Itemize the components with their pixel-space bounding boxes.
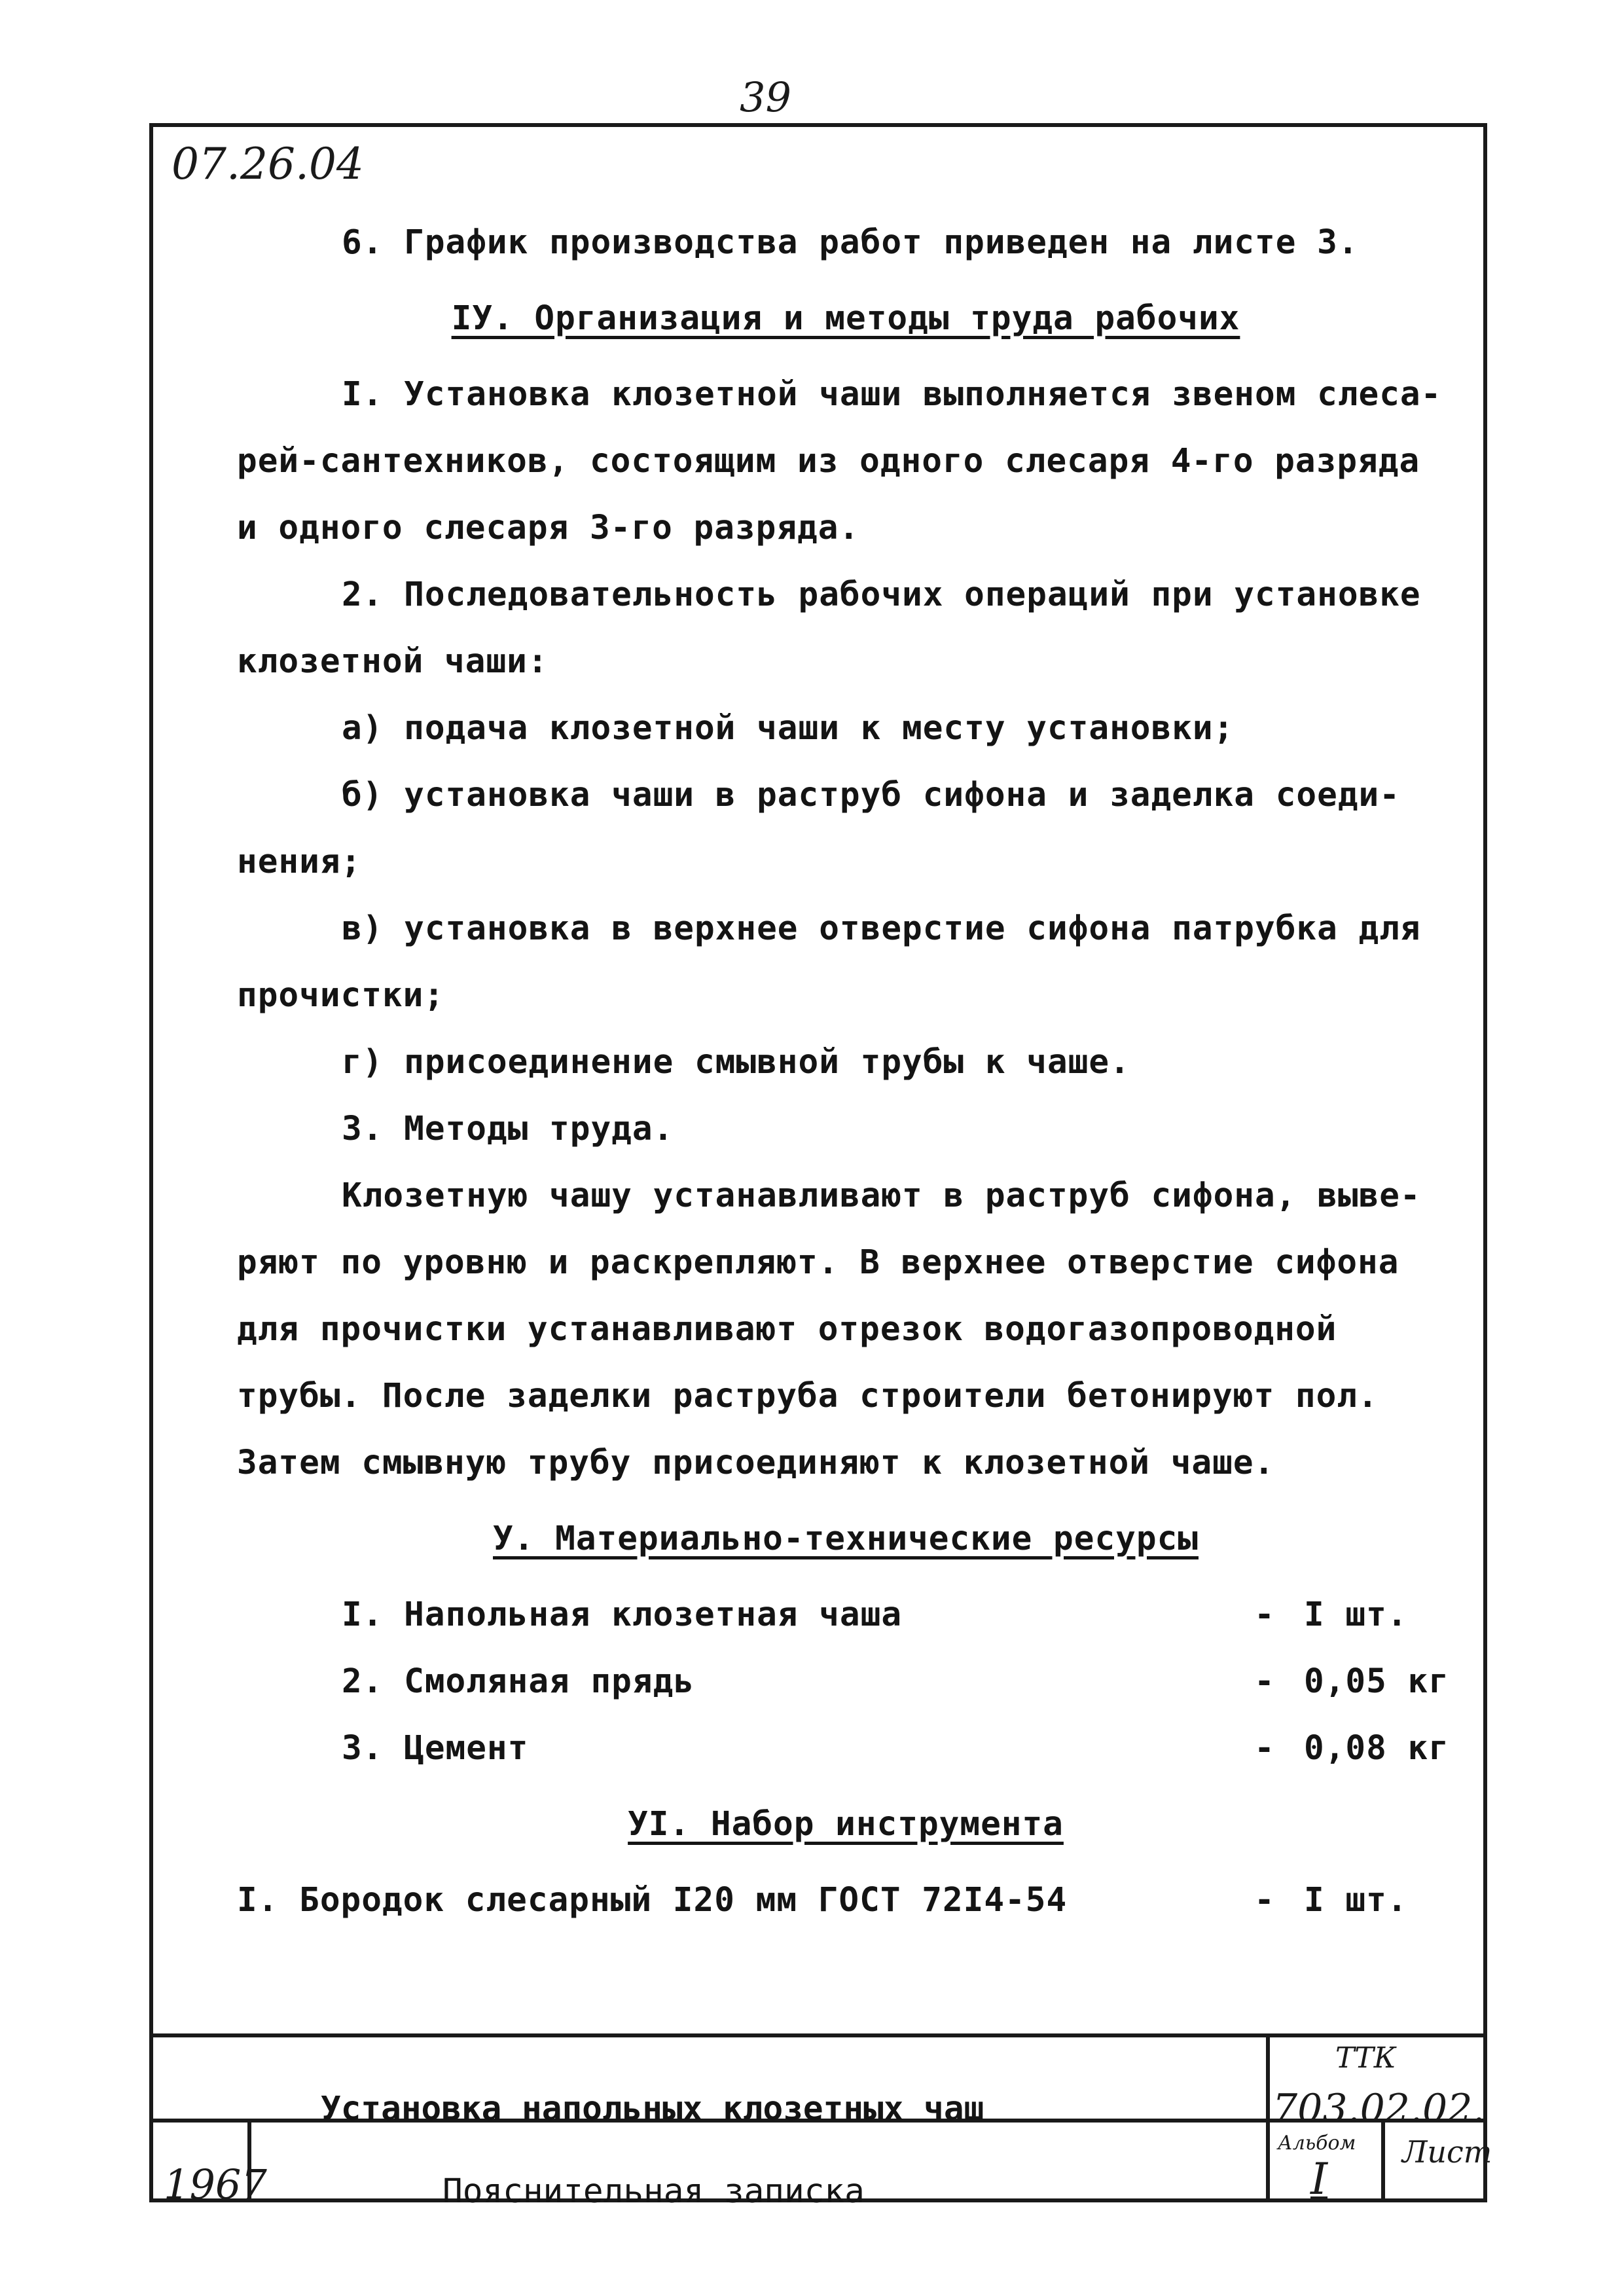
material-qty: 0,05 кг <box>1304 1662 1449 1701</box>
material-qty: 0,08 кг <box>1304 1729 1449 1768</box>
operation-a: а) подача клозетной чаши к месту установки; <box>342 709 1235 748</box>
album-value: I <box>1310 2154 1328 2204</box>
divider <box>149 2033 1487 2037</box>
text-line: Затем смывную трубу присоединяют к клозетной чаше. <box>237 1444 1275 1482</box>
operation-b-cont: нения; <box>237 843 362 881</box>
methods-title: 3. Методы труда. <box>342 1110 674 1148</box>
material-name: 3. Цемент <box>342 1729 529 1768</box>
text-line: Клозетную чашу устанавливают в раструб сифона, выве- <box>342 1176 1421 1215</box>
material-name: I. Напольная клозетная чаша <box>342 1595 903 1634</box>
list-item <box>237 1867 1454 1934</box>
section-iv-item-2 <box>237 562 1454 1096</box>
text-line: ряют по уровню и раскрепляют. В верхнее отверстие сифона <box>237 1243 1399 1282</box>
document-title: Установка напольных клозетных чаш <box>321 2090 984 2128</box>
text-line: рей-сантехников, состоящим из одного слесаря 4-го разряда <box>237 442 1420 481</box>
material-name: 2. Смоляная прядь <box>342 1662 695 1701</box>
section-iv-heading: IУ. Организация и методы труда рабочих <box>451 299 1240 338</box>
list-item <box>237 1582 1454 1649</box>
year: 1967 <box>164 2160 267 2208</box>
list-item <box>237 1649 1454 1715</box>
section-iv-item-1 <box>237 361 1454 562</box>
section-vi-heading: УI. Набор инструмента <box>628 1805 1064 1844</box>
album-label: Альбом <box>1278 2132 1356 2155</box>
item-6: 6. График производства работ приведен на листе 3. <box>342 223 1359 262</box>
material-qty: I шт. <box>1304 1595 1408 1634</box>
dash: - <box>1254 1595 1275 1634</box>
section-iv-item-3 <box>237 1096 1454 1497</box>
sheet-label: Лист <box>1402 2134 1492 2170</box>
doc-code: 07.26.04 <box>171 139 364 189</box>
tools-list <box>237 1867 1454 1934</box>
text-line: и одного слесаря 3-го разряда. <box>237 509 860 547</box>
operation-b: б) установка чаши в раструб сифона и заделка соеди- <box>342 776 1400 814</box>
text-line: клозетной чаши: <box>237 642 549 681</box>
ttk-label: ТТК <box>1335 2041 1396 2075</box>
document-subtitle: Пояснительная записка <box>442 2172 865 2211</box>
operation-v: в) установка в верхнее отверстие сифона патрубка для <box>342 909 1421 948</box>
list-item <box>237 1715 1454 1782</box>
text-line: 2. Последовательность рабочих операций при установке <box>342 575 1421 614</box>
divider <box>1266 2033 1270 2202</box>
dash: - <box>1254 1662 1275 1701</box>
materials-list <box>237 1582 1454 1782</box>
operation-v-cont: прочистки; <box>237 976 445 1015</box>
text-line: для прочистки устанавливают отрезок водогазопроводной <box>237 1310 1337 1349</box>
tool-qty: I шт. <box>1304 1881 1408 1920</box>
section-v-heading: У. Материально-технические ресурсы <box>493 1520 1199 1558</box>
tool-name: I. Бородок слесарный I20 мм ГОСТ 72I4-54 <box>237 1881 1068 1920</box>
text-line: I. Установка клозетной чаши выполняется звеном слеса- <box>342 375 1442 414</box>
dash: - <box>1254 1729 1275 1768</box>
page-number: 39 <box>740 73 791 121</box>
dash: - <box>1254 1881 1275 1920</box>
document-number: 703.02.02. <box>1272 2086 1485 2132</box>
text-line: трубы. После заделки раструба строители бетонируют пол. <box>237 1377 1379 1415</box>
operation-g: г) присоединение смывной трубы к чаше. <box>342 1043 1130 1082</box>
document-body <box>237 210 1454 1934</box>
